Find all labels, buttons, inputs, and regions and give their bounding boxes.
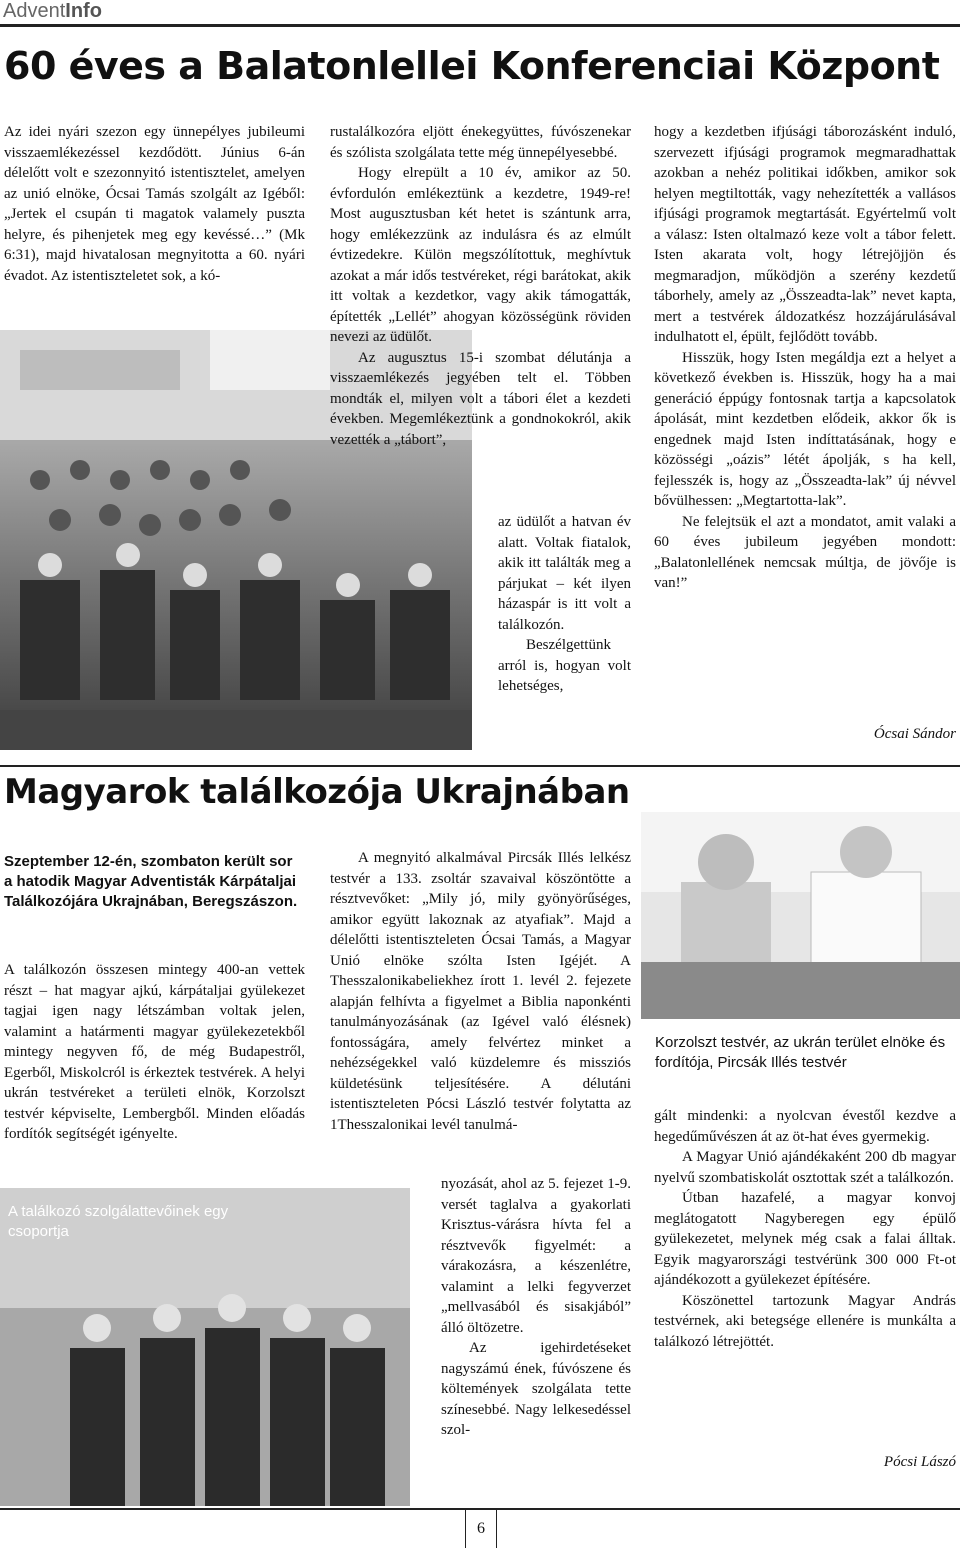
article1-column-3 (654, 122, 956, 594)
article-title: 60 éves a Balatonlellei Konferenciai Központ (4, 44, 940, 88)
article2-column-3 (654, 1106, 956, 1352)
article2-paragraph: A találkozón összesen mintegy 400-an vettek részt – hat magyar ajkú, kárpátaljai gyülekezet tagjai igen nagy létszámban voltak jelen, valamint a határmenti magyar gyülekezetekből mintegy negyven fő, de még Budapestről, Egerből, Miskolcról is érkeztek testvérek. A helyi ukrán testvéreket a területi elnök, Korzolszt testvér képviselte, Lembergből. Minden előadás fordítók segítségét igényelte. (4, 962, 305, 1142)
article2-paragraph: Köszönettel tartozunk Magyar András testvérnek, aki betegsége ellenére is munkálta a találkozó létrejöttét. (654, 1292, 956, 1350)
article1-paragraph: Hogy elrepült a 10 év, amikor az 50. évfordulón emlékeztünk a kezdetre, 1949-re! Most augusztusban két hetet is szántunk arra, hogy emlékezzünk az indulásra és az elmúlt évtizedekre. Külön megszólítottuk, meghívtuk azokat a már idős testvéreket, régi barátokat, akik itt voltak a kezdetkor, vagy akik támogatták, építették „Lellét” ahogyan közösségünk röviden nevezi az üdülőt. (330, 165, 631, 345)
article2-column-2-wrap (441, 1174, 631, 1441)
author-signature: Ócsai Sándor (873, 726, 956, 742)
article2-paragraph: Útban hazafelé, a magyar konvoj meglátogatott Nagyberegen egy épülő gyülekezetet, melynek még csak a falai álltak. Egyik magyarországi testvérünk 300 000 Ft-ot ajándékozott a gyülekezet építésére. (654, 1190, 956, 1288)
article1-paragraph: az üdülőt a hatvan év alatt. Voltak fiatalok, akik itt találták meg a párjukat – két ilyen házaspár is itt volt a találkozón. (498, 514, 631, 633)
article2-lead: Szeptember 12-én, szombaton került sor a hatodik Magyar Adventisták Kárpátaljai Találkozójára Ukrajnában, Beregszászon. (4, 853, 298, 910)
photo-caption: Korzolszt testvér, az ukrán terület elnöke és fordítója, Pircsák Illés testvér (655, 1034, 946, 1071)
speakers-photo (641, 812, 960, 1019)
group-photo (0, 1188, 410, 1506)
article1-paragraph: Ne felejtsük el azt a mondatot, amit valaki a 60 éves jubileum jegyében mondott: „Balatonlellének nemcsak múltja, de jövője is van!” (654, 513, 956, 591)
article1-paragraph: Hisszük, hogy Isten megáldja ezt a helyet a következő években is. Hisszük, hogy ha a mai generáció éppúgy fontosnak tartja a kapcsolatok ápolását, mint kezdetben elődeik, akkor ők is engednek majd Isten indíttatásának, hogy e közösségi „oázis” létét ápolják, s ha kell, fejlesszék is, hogy az „Összeadta-lak” új névvel bővülhessen: „Megtartotta-lak”. (654, 349, 956, 509)
photo-caption: A találkozó szolgálattevőinek egy csoportja (8, 1203, 229, 1240)
article2-paragraph: A Magyar Unió ajándékaként 200 db magyar nyelvű szombatiskolát osztottak szét a találkozón. (654, 1149, 956, 1186)
article1-paragraph: Az idei nyári szezon egy ünnepélyes jubileumi visszaemlékezéssel kezdődött. Június 6-án délelőtt volt e szezonnyitó istentisztelet, amelyen az unió elnöke, Ócsai Tamás szolgált az Igéből: „Jertek el csupán ti magatok valamely puszta helyre, és pihenjetek meg egy kevéssé…” (Mk 6:31), majd hivatalosan megnyitotta a 60. nyári évadot. Az istentiszteletet sok, a kó- (4, 124, 305, 284)
header-rule (0, 24, 960, 27)
article1-paragraph: Az augusztus 15-i szombat délutánja a visszaemlékezés jegyében telt el. Többen mondták el, milyen volt a tábori élet a kezdeti években. Megemlékeztünk a gondnokokról, akik vezették a „tábort”, (330, 349, 631, 448)
author-signature: Pócsi Lászó (883, 1454, 956, 1470)
article2-paragraph: A megnyitó alkalmával Pircsák Illés lelkész testvér a 133. zsoltár szavaival köszöntötte a résztvevőket: „Mily jó, mily gyönyörűséges, amikor együtt lakoznak az atyafiak”. Majd a délelőtti istentiszteleten Ócsai Tamás, a Magyar Unió elnöke szólta Isten Igéjét. A Thesszalonikabeliekhez írott 1. levél 2. fejezete alapján felhívta a figyelmet a Biblia naponkénti tanulmányozásának (az Igével való élésnek) fontosságára, amely felvértez minket a nehézségekkel való küzdelemre és missziós küldetésünk teljesítésére. A délutáni istentiszteleten Pócsi László testvér folytatta az 1Thesszalonikai levél tanulmá- (330, 850, 631, 1133)
article1-paragraph: hogy a kezdetben ifjúsági táborozásként induló, szervezett ifjúsági programok megmaradhattak azokban a nehéz politikai időkben, amikor sok helyen megtiltották, vagy nehezítették a vallásos ifjúsági programok megtartását. Egyértelmű volt a válasz: Isten oltalmazó keze volt a tábor felett. Isten akarata volt, hogy létrejöjjön és megmaradjon, működjön a szerény kezdetű táborhely, amely az „Összeadta-lak” nevet kapta, mert a testvérek áldozatkész hozzájárulásával indulhatott el, épült, fejlődött tovább. (654, 124, 956, 345)
article1-column-2 (330, 122, 631, 450)
brand-logo: AdventInfo (3, 0, 102, 22)
article2-column-1 (4, 960, 305, 1145)
article1-paragraph: Beszélgettünk arról is, hogyan volt lehetséges, (498, 637, 631, 694)
article2-paragraph: Az igehirdetéseket nagyszámú ének, fúvószene és költemények szolgálata tette színesebbé. Nagy lelkesedéssel szol- (441, 1340, 631, 1438)
page-number: 6 (465, 1510, 497, 1548)
article-title: Magyarok találkozója Ukrajnában (4, 772, 630, 812)
article2-paragraph: gált mindenki: a nyolcvan évestől kezdve a hegedűművészen át az öt-hat éves gyermekig. (654, 1108, 956, 1145)
article1-column-1 (4, 122, 305, 286)
article1-paragraph: rustalálkozóra eljött énekegyüttes, fúvószenekar és szólista szolgálata tette még ünnepélyesebbé. (330, 124, 631, 161)
article1-column-2-wrap (498, 512, 631, 697)
section-rule (0, 765, 960, 767)
article2-column-2 (330, 848, 631, 1135)
article2-paragraph: nyozását, ahol az 5. fejezet 1-9. versét taglalva a gyakorlati Krisztus-várásra hívta fel a résztvevők figyelmét: a várakozásra, a készenlétre, valamint a lelki fegyverzet „mellvasából és sisakjából” álló öltözetre. (441, 1176, 631, 1336)
